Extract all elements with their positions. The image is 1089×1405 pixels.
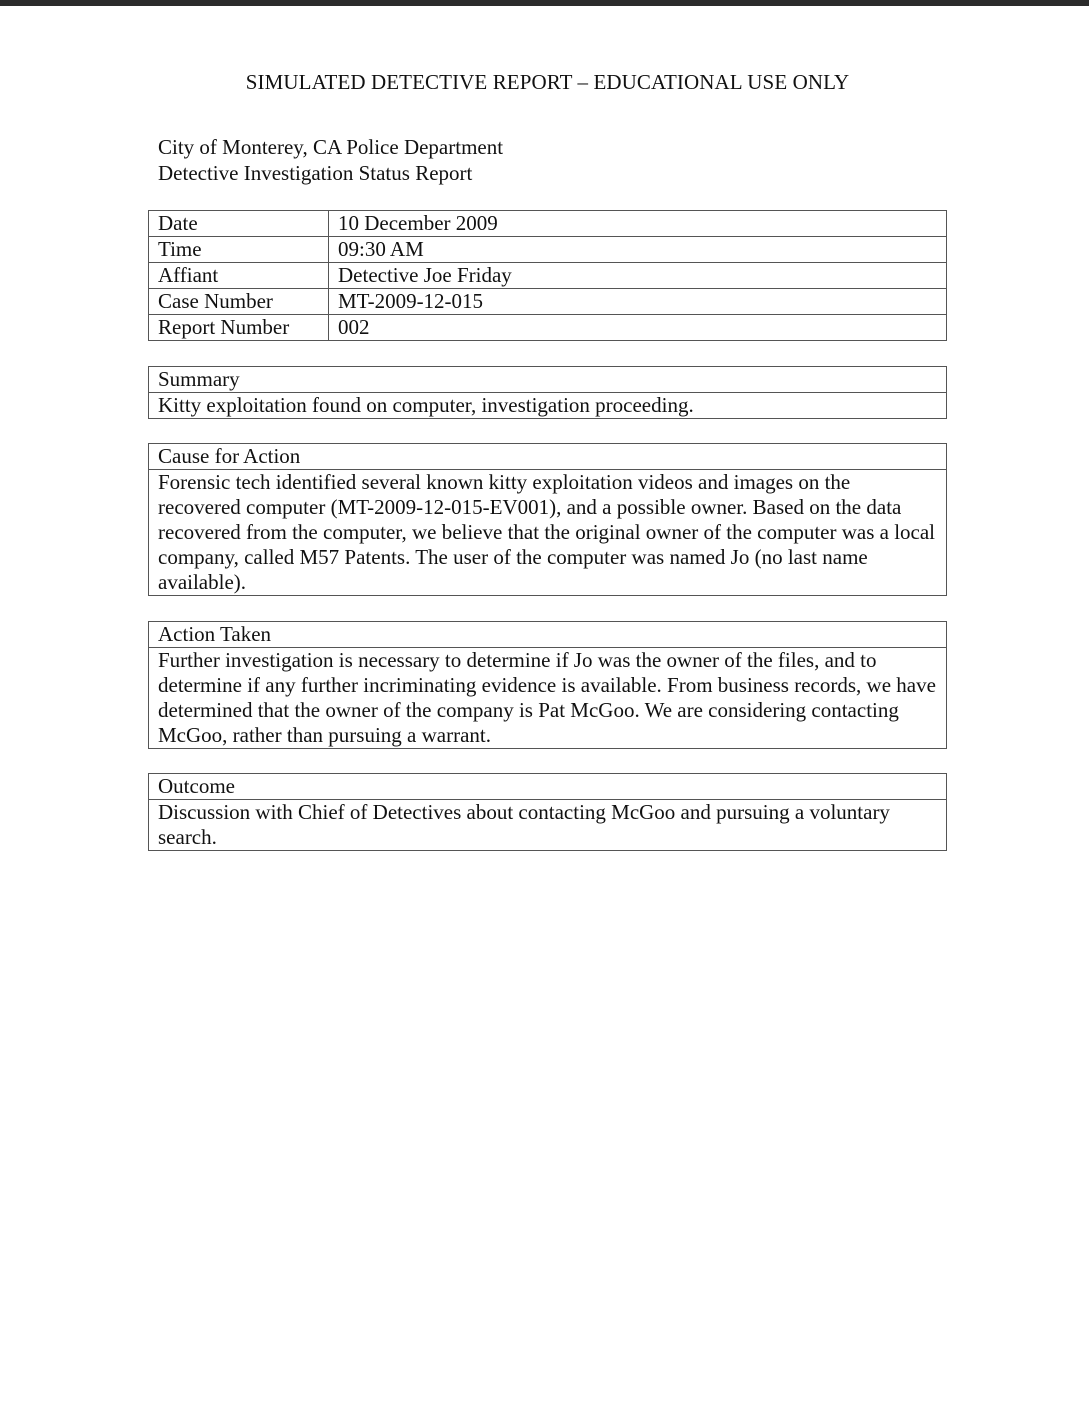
table-row [149, 367, 947, 393]
action-heading: Action Taken [149, 622, 947, 648]
time-value: 09:30 AM [329, 237, 947, 263]
time-label: Time [149, 237, 329, 263]
table-row [149, 470, 947, 596]
report-metadata-table [148, 210, 947, 341]
case-number-value: MT-2009-12-015 [329, 289, 947, 315]
cause-body: Forensic tech identified several known kitty exploitation videos and images on the recovered computer (MT-2009-12-015-EV001), and a possible owner. Based on the data recovered from the computer, we believe that the original owner of the computer was a local company, called M57 Patents. The user of the computer was named Jo (no last name available). [149, 470, 947, 596]
table-row [149, 622, 947, 648]
table-row [149, 211, 947, 237]
action-body: Further investigation is necessary to determine if Jo was the owner of the files, and to determine if any further incriminating evidence is available. From business records, we have determined that the owner of the company is Pat McGoo. We are considering contacting McGoo, rather than pursuing a warrant. [149, 648, 947, 749]
case-number-label: Case Number [149, 289, 329, 315]
summary-body: Kitty exploitation found on computer, investigation proceeding. [149, 393, 947, 419]
outcome-section [148, 773, 947, 851]
document-banner: SIMULATED DETECTIVE REPORT – EDUCATIONAL USE ONLY [245, 70, 850, 94]
table-row [149, 800, 947, 851]
affiant-value: Detective Joe Friday [329, 263, 947, 289]
table-row [149, 237, 947, 263]
cause-for-action-section [148, 443, 947, 596]
outcome-heading: Outcome [149, 774, 947, 800]
table-row [149, 648, 947, 749]
table-row [149, 393, 947, 419]
department-name: City of Monterey, CA Police Department [158, 135, 504, 159]
table-row [149, 444, 947, 470]
outcome-body: Discussion with Chief of Detectives about contacting McGoo and pursuing a voluntary search. [149, 800, 947, 851]
report-number-value: 002 [329, 315, 947, 341]
table-row [149, 289, 947, 315]
cause-heading: Cause for Action [149, 444, 947, 470]
report-number-label: Report Number [149, 315, 329, 341]
top-border-bar [0, 0, 1089, 6]
action-taken-section [148, 621, 947, 749]
table-row [149, 315, 947, 341]
summary-heading: Summary [149, 367, 947, 393]
table-row [149, 263, 947, 289]
date-label: Date [149, 211, 329, 237]
affiant-label: Affiant [149, 263, 329, 289]
summary-section [148, 366, 947, 419]
table-row [149, 774, 947, 800]
report-header [158, 134, 503, 186]
date-value: 10 December 2009 [329, 211, 947, 237]
report-type: Detective Investigation Status Report [158, 161, 473, 185]
